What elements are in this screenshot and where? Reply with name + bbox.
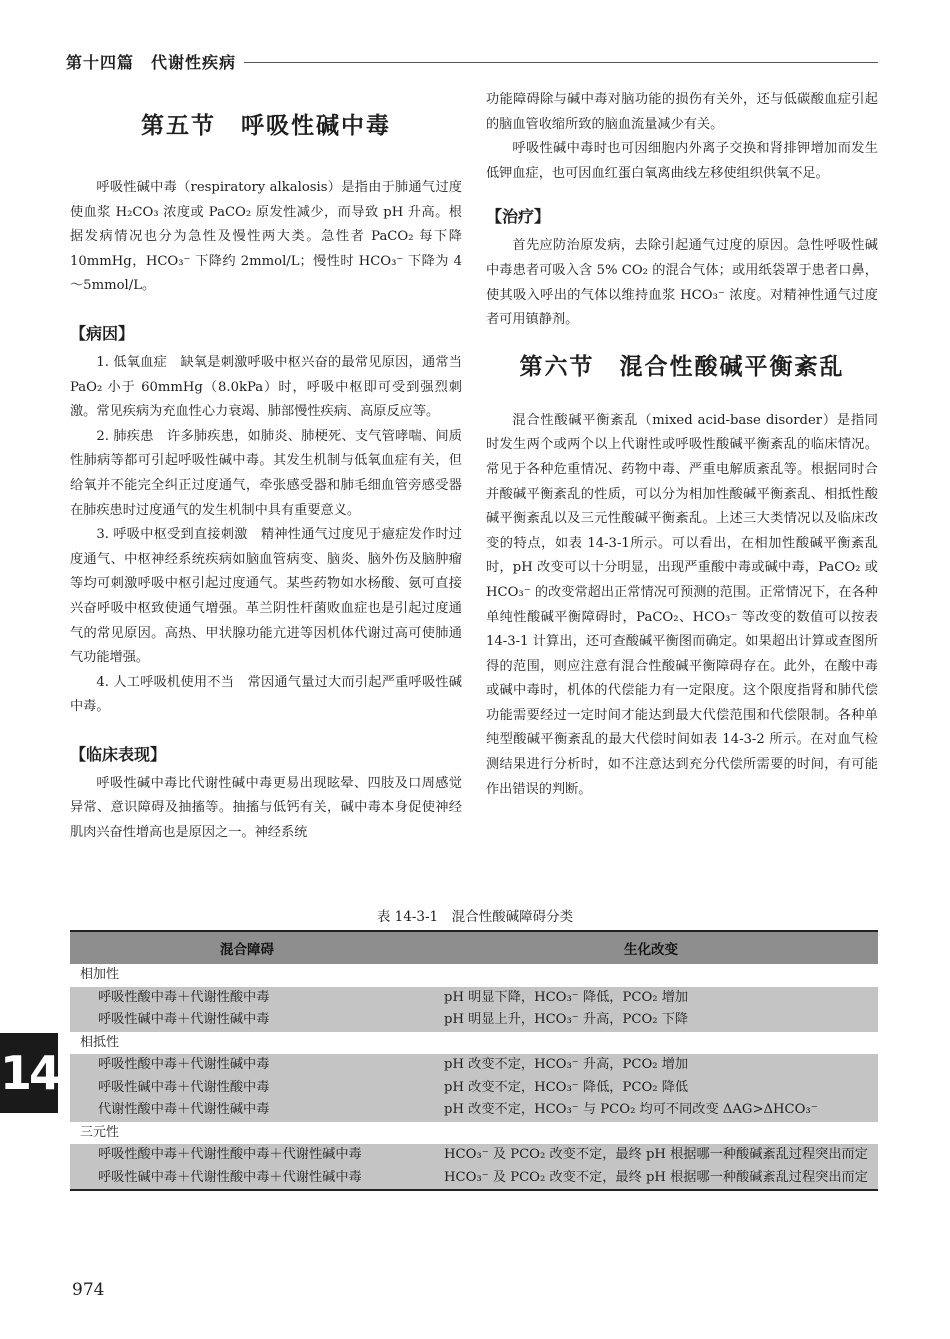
table-row bbox=[70, 987, 878, 1010]
cause-3: 3. 呼吸中枢受到直接刺激 精神性通气过度见于癔症发作时过度通气、中枢神经系统疾病如脑血管病变、脑炎、脑外伤及脑肿瘤等均可刺激呼吸中枢引起过度通气。某些药物如水杨酸、氨可直接兴奋呼吸中枢致使通气增强。革兰阴性杆菌败血症也是引起过度通气的常见原因。高热、甲状腺功能亢进等因机体代谢过高可使肺通气功能增强。 bbox=[70, 527, 462, 666]
change-cell: HCO₃⁻ 及 PCO₂ 改变不定，最终 pH 根据哪一种酸碱紊乱过程突出而定 bbox=[424, 1167, 878, 1191]
change-cell: pH 改变不定，HCO₃⁻ 与 PCO₂ 均可不同改变 ΔAG>ΔHCO₃⁻ bbox=[424, 1099, 878, 1122]
cause-1: 1. 低氧血症 缺氧是刺激呼吸中枢兴奋的最常见原因，通常当 PaO₂ 小于 60mmHg（8.0kPa）时，呼吸中枢即可受到强烈刺激。常见疾病为充血性心力衰竭、肺部慢性疾病、高原反应等。 bbox=[70, 354, 462, 420]
table-row bbox=[70, 1099, 878, 1122]
left-column bbox=[70, 88, 462, 846]
right-column bbox=[486, 88, 878, 802]
header-title: 第十四篇 代谢性疾病 bbox=[66, 50, 244, 73]
section-5-title: 第五节 呼吸性碱中毒 bbox=[141, 112, 391, 139]
disorder-cell: 呼吸性酸中毒＋代谢性酸中毒＋代谢性碱中毒 bbox=[70, 1144, 424, 1167]
table-row bbox=[70, 1077, 878, 1100]
clinical-paragraph-1: 呼吸性碱中毒比代谢性碱中毒更易出现眩晕、四肢及口周感觉异常、意识障碍及抽搐等。抽搐与低钙有关，碱中毒本身促使神经肌肉兴奋性增高也是原因之一。神经系统 bbox=[70, 775, 462, 841]
mixed-disorder-table bbox=[70, 930, 878, 1191]
disorder-cell: 呼吸性碱中毒＋代谢性碱中毒 bbox=[70, 1009, 424, 1032]
table-row bbox=[70, 1054, 878, 1077]
cause-2: 2. 肺疾患 许多肺疾患，如肺炎、肺梗死、支气管哮喘、间质性肺病等都可引起呼吸性碱中毒。其发生机制与低氧血症有关，但给氧并不能完全纠正过度通气，牵张感受器和肺毛细血管旁感受器在肺疾患时过度通气的发生机制中具有重要意义。 bbox=[70, 428, 462, 518]
clinical-heading: 【临床表现】 bbox=[70, 744, 167, 764]
disorder-cell: 代谢性酸中毒＋代谢性碱中毒 bbox=[70, 1099, 424, 1122]
column-header-disorder: 混合障碍 bbox=[70, 931, 424, 964]
treatment-heading: 【治疗】 bbox=[486, 207, 551, 227]
column-header-change: 生化改变 bbox=[424, 931, 878, 964]
section-5-intro: 呼吸性碱中毒（respiratory alkalosis）是指由于肺通气过度使血浆 H₂CO₃ 浓度或 PaCO₂ 原发性减少，而导致 pH 升高。根据发病情况也分为急性及慢性两大类。急性者 PaCO₂ 每下降 10mmHg，HCO₃⁻ 下降约 2mmol/L；慢性时 HCO₃⁻ 下降为 4～5mmol/L。 bbox=[70, 180, 462, 294]
running-header bbox=[66, 50, 878, 74]
group-label: 相抵性 bbox=[70, 1032, 878, 1055]
disorder-cell: 呼吸性碱中毒＋代谢性酸中毒＋代谢性碱中毒 bbox=[70, 1167, 424, 1191]
clinical-paragraph-2: 呼吸性碱中毒时也可因细胞内外离子交换和肾排钾增加而发生低钾血症，也可因血红蛋白氧离曲线左移使组织供氧不足。 bbox=[486, 141, 878, 181]
table-row bbox=[70, 1009, 878, 1032]
disorder-cell: 呼吸性酸中毒＋代谢性酸中毒 bbox=[70, 987, 424, 1010]
treatment-paragraph: 首先应防治原发病，去除引起通气过度的原因。急性呼吸性碱中毒患者可吸入含 5% CO₂ 的混合气体；或用纸袋罩于患者口鼻，使其吸入呼出的气体以维持血浆 HCO₃⁻ 浓度。对精神性通气过度者可用镇静剂。 bbox=[486, 238, 878, 328]
chapter-thumb-tab: 14 bbox=[0, 1033, 58, 1113]
group-label: 相加性 bbox=[70, 964, 878, 987]
table-row bbox=[70, 1144, 878, 1167]
table-caption: 表 14-3-1 混合性酸碱障碍分类 bbox=[376, 909, 574, 925]
page-number: 974 bbox=[72, 1280, 105, 1300]
table-row bbox=[70, 1167, 878, 1191]
mixed-disorder-paragraph: 混合性酸碱平衡紊乱（mixed acid-base disorder）是指同时发生两个或两个以上代谢性或呼吸性酸碱平衡紊乱的临床情况。常见于各种危重情况、药物中毒、严重电解质紊乱等。根据同时合并酸碱平衡紊乱的性质，可以分为相加性酸碱平衡紊乱、相抵性酸碱平衡紊乱以及三元性酸碱平衡紊乱。上述三大类情况以及临床改变的特点，如表 14-3-1所示。可以看出，在相加性酸碱平衡紊乱时，pH 改变可以十分明显，出现严重酸中毒或碱中毒，PaCO₂ 或 HCO₃⁻ 的改变常超出正常情况可预测的范围。正常情况下，在各种单纯性酸碱平衡障碍时，PaCO₂、HCO₃⁻ 等改变的数值可以按表 14-3-1 计算出，还可查酸碱平衡图而确定。如果超出计算或查图所得的范围，则应注意有混合性酸碱平衡障碍存在。此外，在酸中毒或碱中毒时，机体的代偿能力有一定限度。这个限度指肾和肺代偿功能需要经过一定时间才能达到最大代偿范围和代偿限制。各种单纯型酸碱平衡紊乱的最大代偿时间如表 14-3-2 所示。在对血气检测结果进行分析时，如不注意达到充分代偿所需要的时间，有可能作出错误的判断。 bbox=[486, 412, 878, 797]
section-6-title: 第六节 混合性酸碱平衡紊乱 bbox=[519, 352, 845, 380]
disorder-cell: 呼吸性酸中毒＋代谢性碱中毒 bbox=[70, 1054, 424, 1077]
change-cell: pH 明显下降，HCO₃⁻ 降低，PCO₂ 增加 bbox=[424, 987, 878, 1010]
cause-4: 4. 人工呼吸机使用不当 常因通气量过大而引起严重呼吸性碱中毒。 bbox=[70, 674, 462, 715]
change-cell: pH 明显上升，HCO₃⁻ 升高，PCO₂ 下降 bbox=[424, 1009, 878, 1032]
change-cell: HCO₃⁻ 及 PCO₂ 改变不定，最终 pH 根据哪一种酸碱紊乱过程突出而定 bbox=[424, 1144, 878, 1167]
disorder-cell: 呼吸性碱中毒＋代谢性酸中毒 bbox=[70, 1077, 424, 1100]
clinical-continuation: 功能障碍除与碱中毒对脑功能的损伤有关外，还与低碳酸血症引起的脑血管收缩所致的脑血流量减少有关。 bbox=[486, 92, 878, 132]
group-label: 三元性 bbox=[70, 1122, 878, 1145]
change-cell: pH 改变不定，HCO₃⁻ 升高，PCO₂ 增加 bbox=[424, 1054, 878, 1077]
cause-heading: 【病因】 bbox=[70, 323, 135, 343]
change-cell: pH 改变不定，HCO₃⁻ 降低，PCO₂ 降低 bbox=[424, 1077, 878, 1100]
